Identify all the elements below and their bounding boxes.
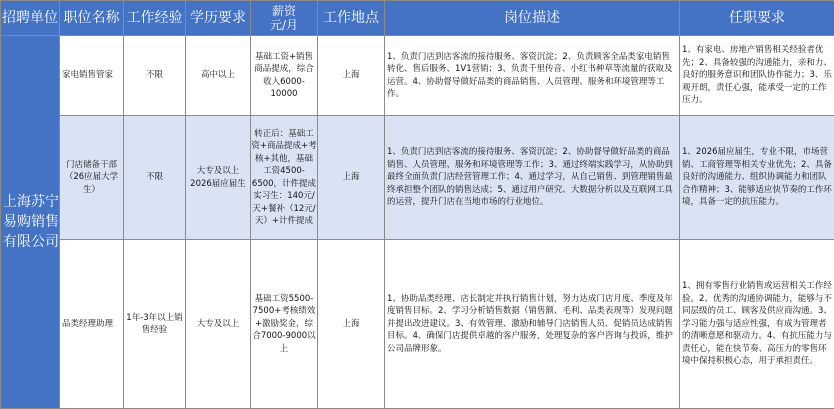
header-description: 岗位描述: [385, 1, 680, 36]
education-cell: 高中以上: [186, 36, 251, 116]
education-cell: 大专及以上2026届应届生: [186, 116, 251, 240]
location-cell: 上海: [318, 36, 385, 116]
table-row: [1, 116, 834, 240]
salary-cell: 基础工资5500-7500+考核绩效+激励奖金，综合7000-9000以上: [251, 240, 318, 409]
header-experience: 工作经验: [124, 1, 186, 36]
location-cell: 上海: [318, 240, 385, 409]
header-education: 学历要求: [186, 1, 251, 36]
table-row: [1, 36, 834, 116]
position-cell: 门店储备干部（26应届大学生）: [60, 116, 124, 240]
company-name: 上海苏宁易购销售有限公司: [1, 36, 60, 409]
table-row: [1, 240, 834, 409]
position-cell: 家电销售管家: [60, 36, 124, 116]
location-cell: 上海: [318, 116, 385, 240]
header-location: 工作地点: [318, 1, 385, 36]
requirements-cell: 1、有家电、房地产销售相关经验者优先；2、具备较强的沟通能力，亲和力、良好的服务意识和团队协作能力；3、乐观开朗，责任心强，能承受一定的工作压力。: [680, 36, 834, 116]
experience-cell: 不限: [124, 116, 186, 240]
salary-cell: 基础工资+销售商品提成，综合收入6000-10000: [251, 36, 318, 116]
experience-cell: 1年-3年以上销售经验: [124, 240, 186, 409]
header-position: 职位名称: [60, 1, 124, 36]
requirements-cell: 1、拥有零售行业销售或运营相关工作经验。2、优秀的沟通协调能力，能够与不同层级的员工、顾客及供应商沟通。3、学习能力强与适应性强，有成为管理者的清晰意愿和驱动力。4、有抗压能力与责任心，能在快节奏、高压力的零售环境中保持积极心态，用于承担责任。: [680, 240, 834, 409]
description-cell: 1、负责门店到店客流的接待服务、客资沉淀；2、协助督导做好品类的商品销售、人员管理、服务和环境管理等工作；3、通过终端实践学习，从协助到最终全面负责门店经营管理工作；4、通过学习，从自己销售、到管理销售最终承担整个团队的销售达成；5、通过用户研究、大数据分析以及互联网工具的运营，提升门店在当地市场的行业地位。: [385, 116, 680, 240]
header-requirements: 任职要求: [680, 1, 834, 36]
education-cell: 大专及以上: [186, 240, 251, 409]
position-cell: 品类经理助理: [60, 240, 124, 409]
header-salary: 薪资 元/月: [251, 1, 318, 36]
header-company: 招聘单位: [1, 1, 60, 36]
description-cell: 1、协助品类经理、店长制定并执行销售计划，努力达成门店月度、季度及年度销售目标。2、学习分析销售数据（销售额、毛利、品类表现等）发现问题并提出改进建议。3、有效管理、激励和辅导门店销售人员、促销员达成销售目标。4、确保门店提供卓越的客户服务，处理复杂的客户咨询与投诉，维护公司品牌形象。: [385, 240, 680, 409]
salary-cell: 转正后：基础工资+商品提成+考核+其他，基础工资4500-6500，计件提成实习生：140元/天+餐补（12元/天）+计件提成: [251, 116, 318, 240]
experience-cell: 不限: [124, 36, 186, 116]
header-row: [1, 1, 834, 36]
requirements-cell: 1、2026届应届生，专业不限，市场营销、工商管理等相关专业优先；2、具备良好的沟通能力、组织协调能力和团队合作精神；3、能够适应快节奏的工作环境，具备一定的抗压能力。: [680, 116, 834, 240]
description-cell: 1、负责门店到店客流的接待服务、客资沉淀；2、负责顾客全品类家电销售转化、售后服务、1V1营销；3、负责千里传音、小红书种草等流量的获取及运营。4、协助督导做好品类的商品销售、人员管理、服务和环境管理等工作。: [385, 36, 680, 116]
